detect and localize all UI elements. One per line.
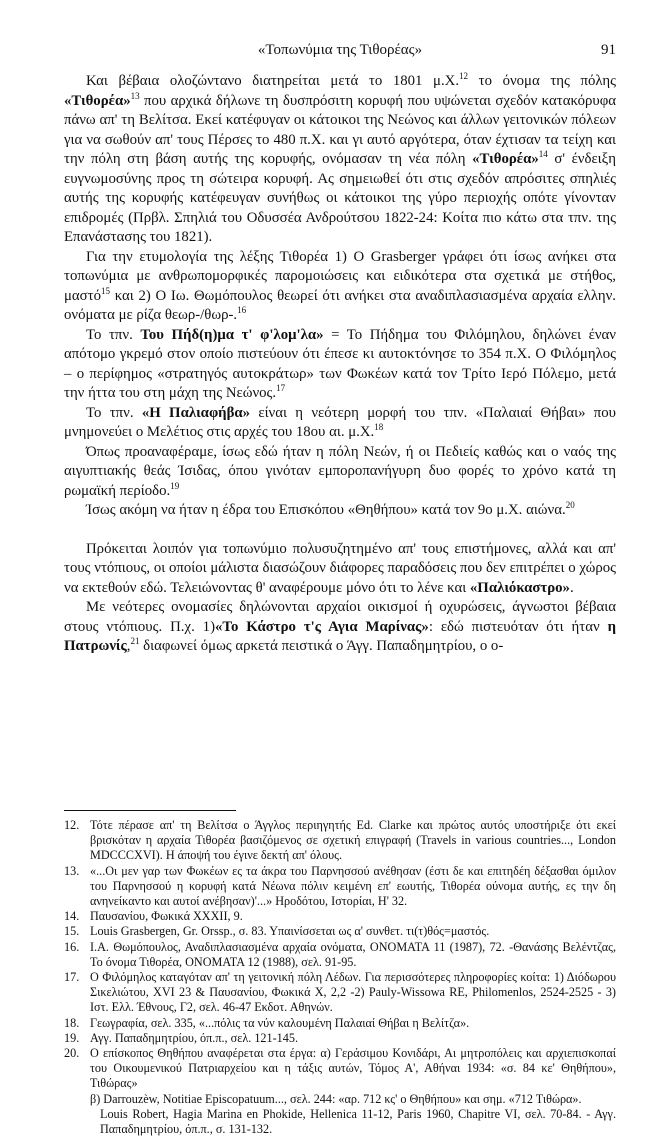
text-run: διαφωνεί όμως αρκετά πειστικά ο Άγγ. Παπαδημητρίου, ο ο- <box>139 638 504 654</box>
footnote-text: β) Darrouzèw, Notitiae Episcopatuum..., σελ. 244: «αρ. 712 κς' ο Θηθήπου» και σημ. «712 Τιθώρα». <box>90 1091 582 1106</box>
footnote-text: Παυσανίου, Φωκικά XXXII, 9. <box>90 909 243 924</box>
text-run: Για την ετυμολογία της λέξης Τιθορέα 1) Ο Grasberger γράφει ότι ίσως ανήκει στα τοπωνύμια με ανθρωπομορφικές παρομοιώσεις και ειδικότερα στα σχετικά με στήθος, μαστό <box>64 248 616 304</box>
footnote-item <box>64 1016 616 1031</box>
text-run: . <box>569 579 574 596</box>
footnote-number: 19. <box>64 1030 80 1045</box>
footnote-number: 15. <box>64 924 80 939</box>
text-run: , <box>126 638 131 654</box>
text-run: που αρχικά δήλωνε τη δυσπρόσιτη κορυφή που υψώνεται σχεδόν κατακόρυφα πάνω απ' τη Βελίτσα. Εκεί κατέφυγαν οι κάτοικοι της Νεώνος και άλλων γειτονικών πόλεων για να σωθούν απ' τους Πέρσες το 480 π.Χ. και γι αυτό αργότερα, όταν έχτισαν τα τείχη και την πόλη στη βάση αυτής της κορυφής, ονόμασαν τη νέα πόλη <box>64 92 616 167</box>
footnote-ref: 19 <box>170 480 180 491</box>
text-run: είναι η νεότερη μορφή του τπν. «Παλαιαί Θήβαι» που μνημονεύει ο Μελέτιος στις αρχές του 18ου αι. μ.Χ. <box>64 404 616 440</box>
paragraph-8 <box>64 598 616 657</box>
text-run: σ' ένδειξη ευγνωμοσύνης προς τη σώτειρα κορυφή. Ας σημειωθεί ότι στις σχεδόν απρόσιτες σπηλιές αυτής της κορυφής κατέφευγαν συνήθως οι κάτοικοι της γύρο περιοχής οπότε γίνονταν επιδρομές (Πρβλ. Σπηλιά του Οδυσσέα Ανδρούτσου 1822-24: Κοίτα πιο κάτω στα τπν. της Επανάστασης του 1821). <box>64 151 617 245</box>
bold-term: «Το Κάστρο τ'ς Αγια Μαρίνας» <box>215 618 429 635</box>
footnote-item <box>64 909 616 924</box>
footnote-item <box>64 970 616 1016</box>
text-run: Με νεότερες ονομασίες δηλώνονται αρχαίοι οικισμοί ή οχυρώσεις, άγνωστοι βέβαια στους ντόπιους. Π.χ. 1) <box>64 599 616 635</box>
footnote-number <box>64 1092 90 1107</box>
footnote-ref: 16 <box>237 305 247 315</box>
footnote-number: 12. <box>64 818 80 832</box>
footnote-number: 16. <box>64 939 80 954</box>
text-run: Πρόκειται λοιπόν για τοπωνύμιο πολυσυζητημένο απ' τους επιστήμονες, αλλά και απ' τους ντόπιους, οι οποίοι μάλιστα διασώζουν διάφορες παραδόσεις που δεν επιτρέπει ο χώρος να εκτεθούν εδώ. Τελειώνοντας θ' αναφέρουμε μόνο ότι το λένε και <box>64 540 616 596</box>
footnote-text: «...Οι μεν γαρ των Φωκέων ες τα άκρα του Παρνησσού ανέθησαν (έστι δε και επιτηδέη δέξασθαι όμιλον του Παρνησσού η κορυφή κατά Νέωνα πόλιν κειμένη επ' εωυτής, Τιθορέα ούνομα αυτής, ες την δη ανηνείκαντο και αυτοί ανέβησαν)'...» Ηροδότου, Ιστορίαι, Η' 32. <box>90 863 616 909</box>
paragraph-3 <box>64 326 616 404</box>
footnote-number: 13. <box>64 863 80 878</box>
bold-term: «Τιθορέα» <box>472 151 539 167</box>
paragraph-2 <box>64 248 616 326</box>
footnote-ref: 13 <box>130 90 140 101</box>
running-title: «Τοπωνύμια της Τιθορέας» <box>257 42 423 58</box>
footnote-text: Τότε πέρασε απ' τη Βελίτσα ο Άγγλος περιηγητής Ed. Clarke και πρώτος αυτός υποστήριξε ότι εκεί βρισκόταν η αρχαία Τιθορέα βασιζόμενος σε σχετική επιγραφή (Travels in various countries..., London MDCCCXVI). Η άποψή του έγινε δεκτή απ' όλους. <box>90 818 616 863</box>
footnote-text: Ο Φιλόμηλος καταγόταν απ' τη γειτονική πόλη Λέδων. Για περισσότερες πληροφορίες κοίτα: 1) Διόδωρου Σικελιώτου, XVI 23 & Παυσανίου, Φωκικά Χ, 2,2 -2) Pauly-Wissowa RE, Philomenlos, 2524-2525 - 3) Ιστ. Ελλ. Έθνους, Γ2, σελ. 46-47 Εκδοτ. Αθηνών. <box>90 970 616 1015</box>
footnote-item <box>64 924 616 939</box>
footnote-ref: 12 <box>459 71 469 81</box>
paragraph-5 <box>64 443 616 502</box>
text-run: και 2) Ο Ιω. Θωμόπουλος θεωρεί ότι ανήκει στα αναδιπλασιασμένα αρχαία ελλην. ονόματα με ρίζα θεωρ-/θωρ-. <box>64 287 616 323</box>
footnote-ref: 20 <box>565 500 575 510</box>
footnote-number: 20. <box>64 1046 80 1061</box>
footnote-ref: 21 <box>130 636 140 646</box>
footnote-item <box>64 1046 616 1092</box>
footnote-number: 14. <box>64 909 80 924</box>
footnotes <box>64 818 616 1137</box>
footnote-ref: 17 <box>276 383 286 393</box>
text-run: Το τπν. <box>86 404 142 421</box>
bold-term: η Πατρωνίς <box>64 618 616 654</box>
text-run: : εδώ πιστευόταν ότι ήταν <box>428 618 608 635</box>
paragraph-6 <box>64 501 616 521</box>
paragraph-4 <box>64 404 616 443</box>
footnote-text: Ο επίσκοπος Θηθήπου αναφέρεται στα έργα: α) Γεράσιμου Κονιδάρι, Αι μητροπόλεις και αρχιεπισκοπαί του Οικουμενικού Πατριαρχείου και η τάξις αυτών, Τόμος Α', Αθήναι 1934: «σ. 84 κε' Θηθήπου», Τιθώρας» <box>90 1046 616 1091</box>
footnote-text: Αγγ. Παπαδημητρίου, όπ.π., σελ. 121-145. <box>90 1030 299 1045</box>
footnote-item <box>64 864 616 910</box>
text-run: το όνομα της πόλης <box>468 73 616 89</box>
footnote-item <box>64 1031 616 1046</box>
page-header <box>64 42 616 62</box>
paragraph-7 <box>64 540 616 599</box>
footnote-number: 18. <box>64 1015 80 1030</box>
footnote-divider <box>64 810 236 811</box>
footnote-ref: 15 <box>101 285 111 296</box>
footnote-text: Ι.Α. Θωμόπουλος, Αναδιπλασιασμένα αρχαία ονόματα, ΟΝΟΜΑΤΑ 11 (1987), 72. -Θανάσης Βελέντζας, Το όνομα Τιθορέα, ΟΝΟΜΑΤΑ 12 (1988), σελ. 91-95. <box>90 939 616 969</box>
text-run: Όπως προαναφέραμε, ίσως εδώ ήταν η πόλη Νεών, ή οι Πεδιείς καθώς και ο ναός της αιγυπτιακής θεάς Ίσιδας, όπου γινόταν εμποροπανήγυρη δυο φορές το χρόνο κατά τη ρωμαϊκή περίοδο. <box>64 443 616 499</box>
text-run: Το τπν. <box>86 326 141 343</box>
bold-term: «Η Παλιαφήβα» <box>141 404 251 421</box>
footnote-text: Louis Grasbergen, Gr. Orssp., σ. 83. Υπαινίσσεται ως α' συνθετ. τι(τ)θός=μαστός. <box>90 924 490 939</box>
footnote-item <box>64 1092 616 1107</box>
bold-term: «Τιθορέα» <box>64 92 131 109</box>
bold-term: «Παλιόκαστρο» <box>469 579 570 596</box>
page-number: 91 <box>601 42 616 58</box>
bold-term: Του Πήδ(η)μα τ' φ'λομ'λα» <box>140 326 324 343</box>
footnote-continuation: Louis Robert, Hagia Marina en Phokide, Hellenica 11-12, Paris 1960, Chapitre VI, σελ. 70-84. - Αγγ. Παπαδημητρίου, όπ.π., σ. 131-132. <box>100 1106 616 1137</box>
text-run: Και βέβαια ολοζώντανο διατηρείται μετά το 1801 μ.Χ. <box>86 73 460 89</box>
footnote-item <box>64 818 616 864</box>
footnote-ref: 14 <box>538 149 548 159</box>
text-run: = Το Πήδημα του Φιλόμηλου, δηλώνει έναν απότομο γκρεμό στον οποίο πιστεύουν ότι έπεσε κι αυτοκτόνησε το 354 π.Χ. Ο Φιλόμηλος – ο περίφημος «στρατηγός αυτοκράτωρ» των Φωκέων κατά τον Τρίτο Ιερό Πόλεμο, μετά την ήττα του στη μάχη της Νεώνος. <box>64 326 616 401</box>
text-run: Ίσως ακόμη να ήταν η έδρα του Επισκόπου «Θηθήπου» κατά τον 9ο μ.Χ. αιώνα. <box>86 502 566 518</box>
footnote-ref: 18 <box>374 422 384 432</box>
body-text <box>64 72 616 657</box>
footnote-text: Γεωγραφία, σελ. 335, «...πόλις τα νύν καλουμένη Παλαιαί Θήβαι η Βελίτζα». <box>90 1015 470 1030</box>
footnote-item <box>64 940 616 970</box>
footnote-number: 17. <box>64 970 80 985</box>
paragraph-1 <box>64 72 616 248</box>
